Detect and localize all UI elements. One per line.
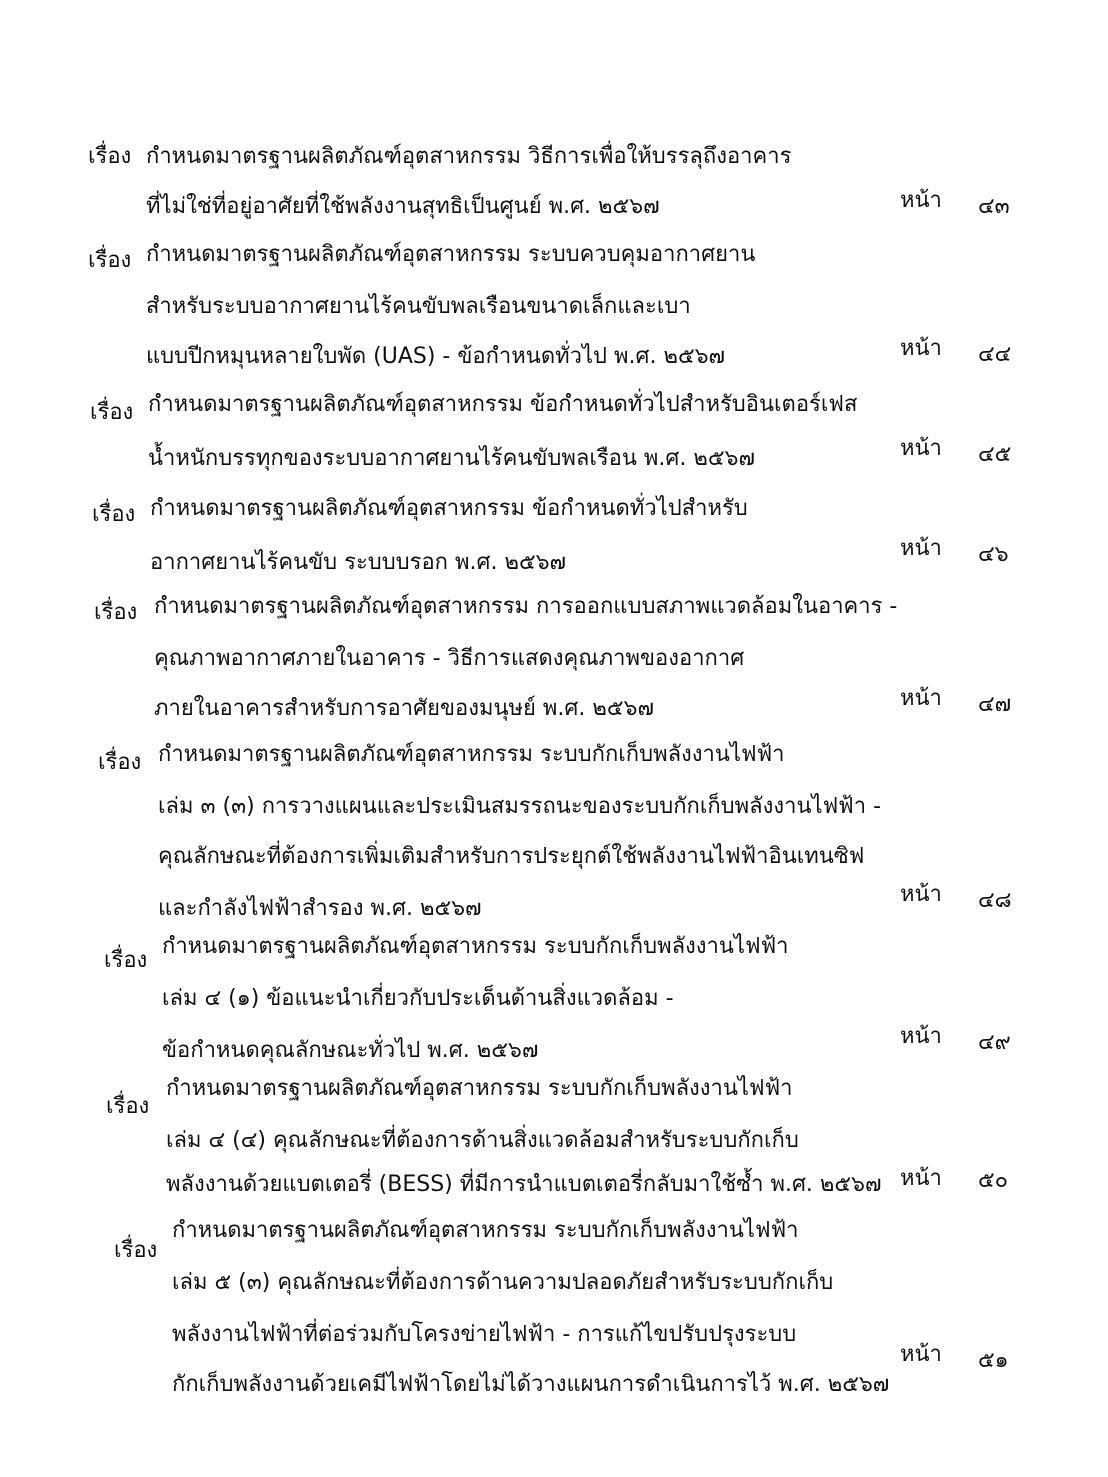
entry-title-line: คุณลักษณะที่ต้องการเพิ่มเติมสำหรับการประยุกต์ใช้พลังงานไฟฟ้าอินเทนซิฟ: [158, 844, 865, 869]
entry-label: เรื่อง: [114, 1238, 158, 1263]
entry-label: เรื่อง: [106, 1094, 150, 1119]
entry-label: เรื่อง: [92, 502, 136, 527]
page-number: ๔๙: [978, 1030, 1011, 1055]
entry-title-line: สำหรับระบบอากาศยานไร้คนขับพลเรือนขนาดเล็กและเบา: [146, 294, 691, 319]
entry-title-line: น้ำหนักบรรทุกของระบบอากาศยานไร้คนขับพลเรือน พ.ศ. ๒๕๖๗: [148, 446, 756, 471]
entry-title-line: เล่ม ๕ (๓) คุณลักษณะที่ต้องการด้านความปลอดภัยสำหรับระบบกักเก็บ: [172, 1270, 834, 1295]
entry-title-line: กำหนดมาตรฐานผลิตภัณฑ์อุตสาหกรรม ระบบกักเก็บพลังงานไฟฟ้า: [172, 1218, 799, 1243]
page-number: ๔๘: [978, 888, 1012, 913]
page-number: ๔๗: [978, 692, 1012, 717]
entry-title-line: และกำลังไฟฟ้าสำรอง พ.ศ. ๒๕๖๗: [158, 896, 482, 921]
entry-label: เรื่อง: [104, 948, 148, 973]
entry-label: เรื่อง: [88, 248, 132, 273]
entry-title-line: กำหนดมาตรฐานผลิตภัณฑ์อุตสาหกรรม วิธีการเพื่อให้บรรลุถึงอาคาร: [146, 144, 792, 169]
entry-title-line: ที่ไม่ใช่ที่อยู่อาศัยที่ใช้พลังงานสุทธิเป็นศูนย์ พ.ศ. ๒๕๖๗: [146, 194, 660, 219]
entry-label: เรื่อง: [88, 144, 132, 169]
page-number: ๕๐: [978, 1168, 1009, 1193]
entry-title-line: อากาศยานไร้คนขับ ระบบบรอก พ.ศ. ๒๕๖๗: [150, 550, 567, 575]
entry-title-line: กำหนดมาตรฐานผลิตภัณฑ์อุตสาหกรรม ระบบกักเก็บพลังงานไฟฟ้า: [158, 742, 785, 767]
entry-title-line: พลังงานไฟฟ้าที่ต่อร่วมกับโครงข่ายไฟฟ้า - การแก้ไขปรับปรุงระบบ: [172, 1322, 797, 1347]
entry-title-line: ภายในอาคารสำหรับการอาศัยของมนุษย์ พ.ศ. ๒๕๖๗: [154, 696, 654, 721]
entry-title-line: กำหนดมาตรฐานผลิตภัณฑ์อุตสาหกรรม ระบบควบคุมอากาศยาน: [146, 242, 756, 267]
page-number: ๔๔: [978, 342, 1012, 367]
entry-label: เรื่อง: [94, 600, 138, 625]
entry-title-line: กักเก็บพลังงานด้วยเคมีไฟฟ้าโดยไม่ได้วางแผนการดำเนินการไว้ พ.ศ. ๒๕๖๗: [172, 1372, 890, 1397]
page-label: หน้า: [900, 1342, 942, 1367]
entry-title-line: กำหนดมาตรฐานผลิตภัณฑ์อุตสาหกรรม ข้อกำหนดทั่วไปสำหรับอินเตอร์เฟส: [148, 392, 858, 417]
page-label: หน้า: [900, 1166, 942, 1191]
entry-title-line: เล่ม ๔ (๔) คุณลักษณะที่ต้องการด้านสิ่งแวดล้อมสำหรับระบบกักเก็บ: [166, 1128, 799, 1153]
entry-title-line: กำหนดมาตรฐานผลิตภัณฑ์อุตสาหกรรม ระบบกักเก็บพลังงานไฟฟ้า: [162, 934, 789, 959]
page-label: หน้า: [900, 882, 942, 907]
page-label: หน้า: [900, 336, 942, 361]
page-label: หน้า: [900, 536, 942, 561]
entry-title-line: กำหนดมาตรฐานผลิตภัณฑ์อุตสาหกรรม ระบบกักเก็บพลังงานไฟฟ้า: [166, 1076, 793, 1101]
page-label: หน้า: [900, 686, 942, 711]
page-label: หน้า: [900, 1024, 942, 1049]
entry-title-line: กำหนดมาตรฐานผลิตภัณฑ์อุตสาหกรรม การออกแบบสภาพแวดล้อมในอาคาร -: [154, 594, 898, 619]
entry-label: เรื่อง: [90, 400, 134, 425]
page-label: หน้า: [900, 188, 942, 213]
entry-title-line: เล่ม ๔ (๑) ข้อแนะนำเกี่ยวกับประเด็นด้านสิ่งแวดล้อม -: [162, 986, 674, 1011]
entry-title-line: ข้อกำหนดคุณลักษณะทั่วไป พ.ศ. ๒๕๖๗: [162, 1038, 539, 1063]
page-label: หน้า: [900, 436, 942, 461]
entry-title-line: เล่ม ๓ (๓) การวางแผนและประเมินสมรรถนะของระบบกักเก็บพลังงานไฟฟ้า -: [158, 794, 882, 819]
entry-label: เรื่อง: [98, 750, 142, 775]
entry-title-line: กำหนดมาตรฐานผลิตภัณฑ์อุตสาหกรรม ข้อกำหนดทั่วไปสำหรับ: [150, 496, 748, 521]
entry-title-line: แบบปีกหมุนหลายใบพัด (UAS) - ข้อกำหนดทั่วไป พ.ศ. ๒๕๖๗: [146, 344, 726, 369]
entry-title-line: คุณภาพอากาศภายในอาคาร - วิธีการแสดงคุณภาพของอากาศ: [154, 646, 745, 671]
page-number: ๔๖: [978, 542, 1009, 567]
entry-title-line: พลังงานด้วยแบตเตอรี่ (BESS) ที่มีการนำแบตเตอรี่กลับมาใช้ซ้ำ พ.ศ. ๒๕๖๗: [166, 1172, 882, 1197]
page-number: ๔๕: [978, 442, 1012, 467]
page-number: ๔๓: [978, 194, 1010, 219]
page-number: ๕๑: [978, 1348, 1009, 1373]
